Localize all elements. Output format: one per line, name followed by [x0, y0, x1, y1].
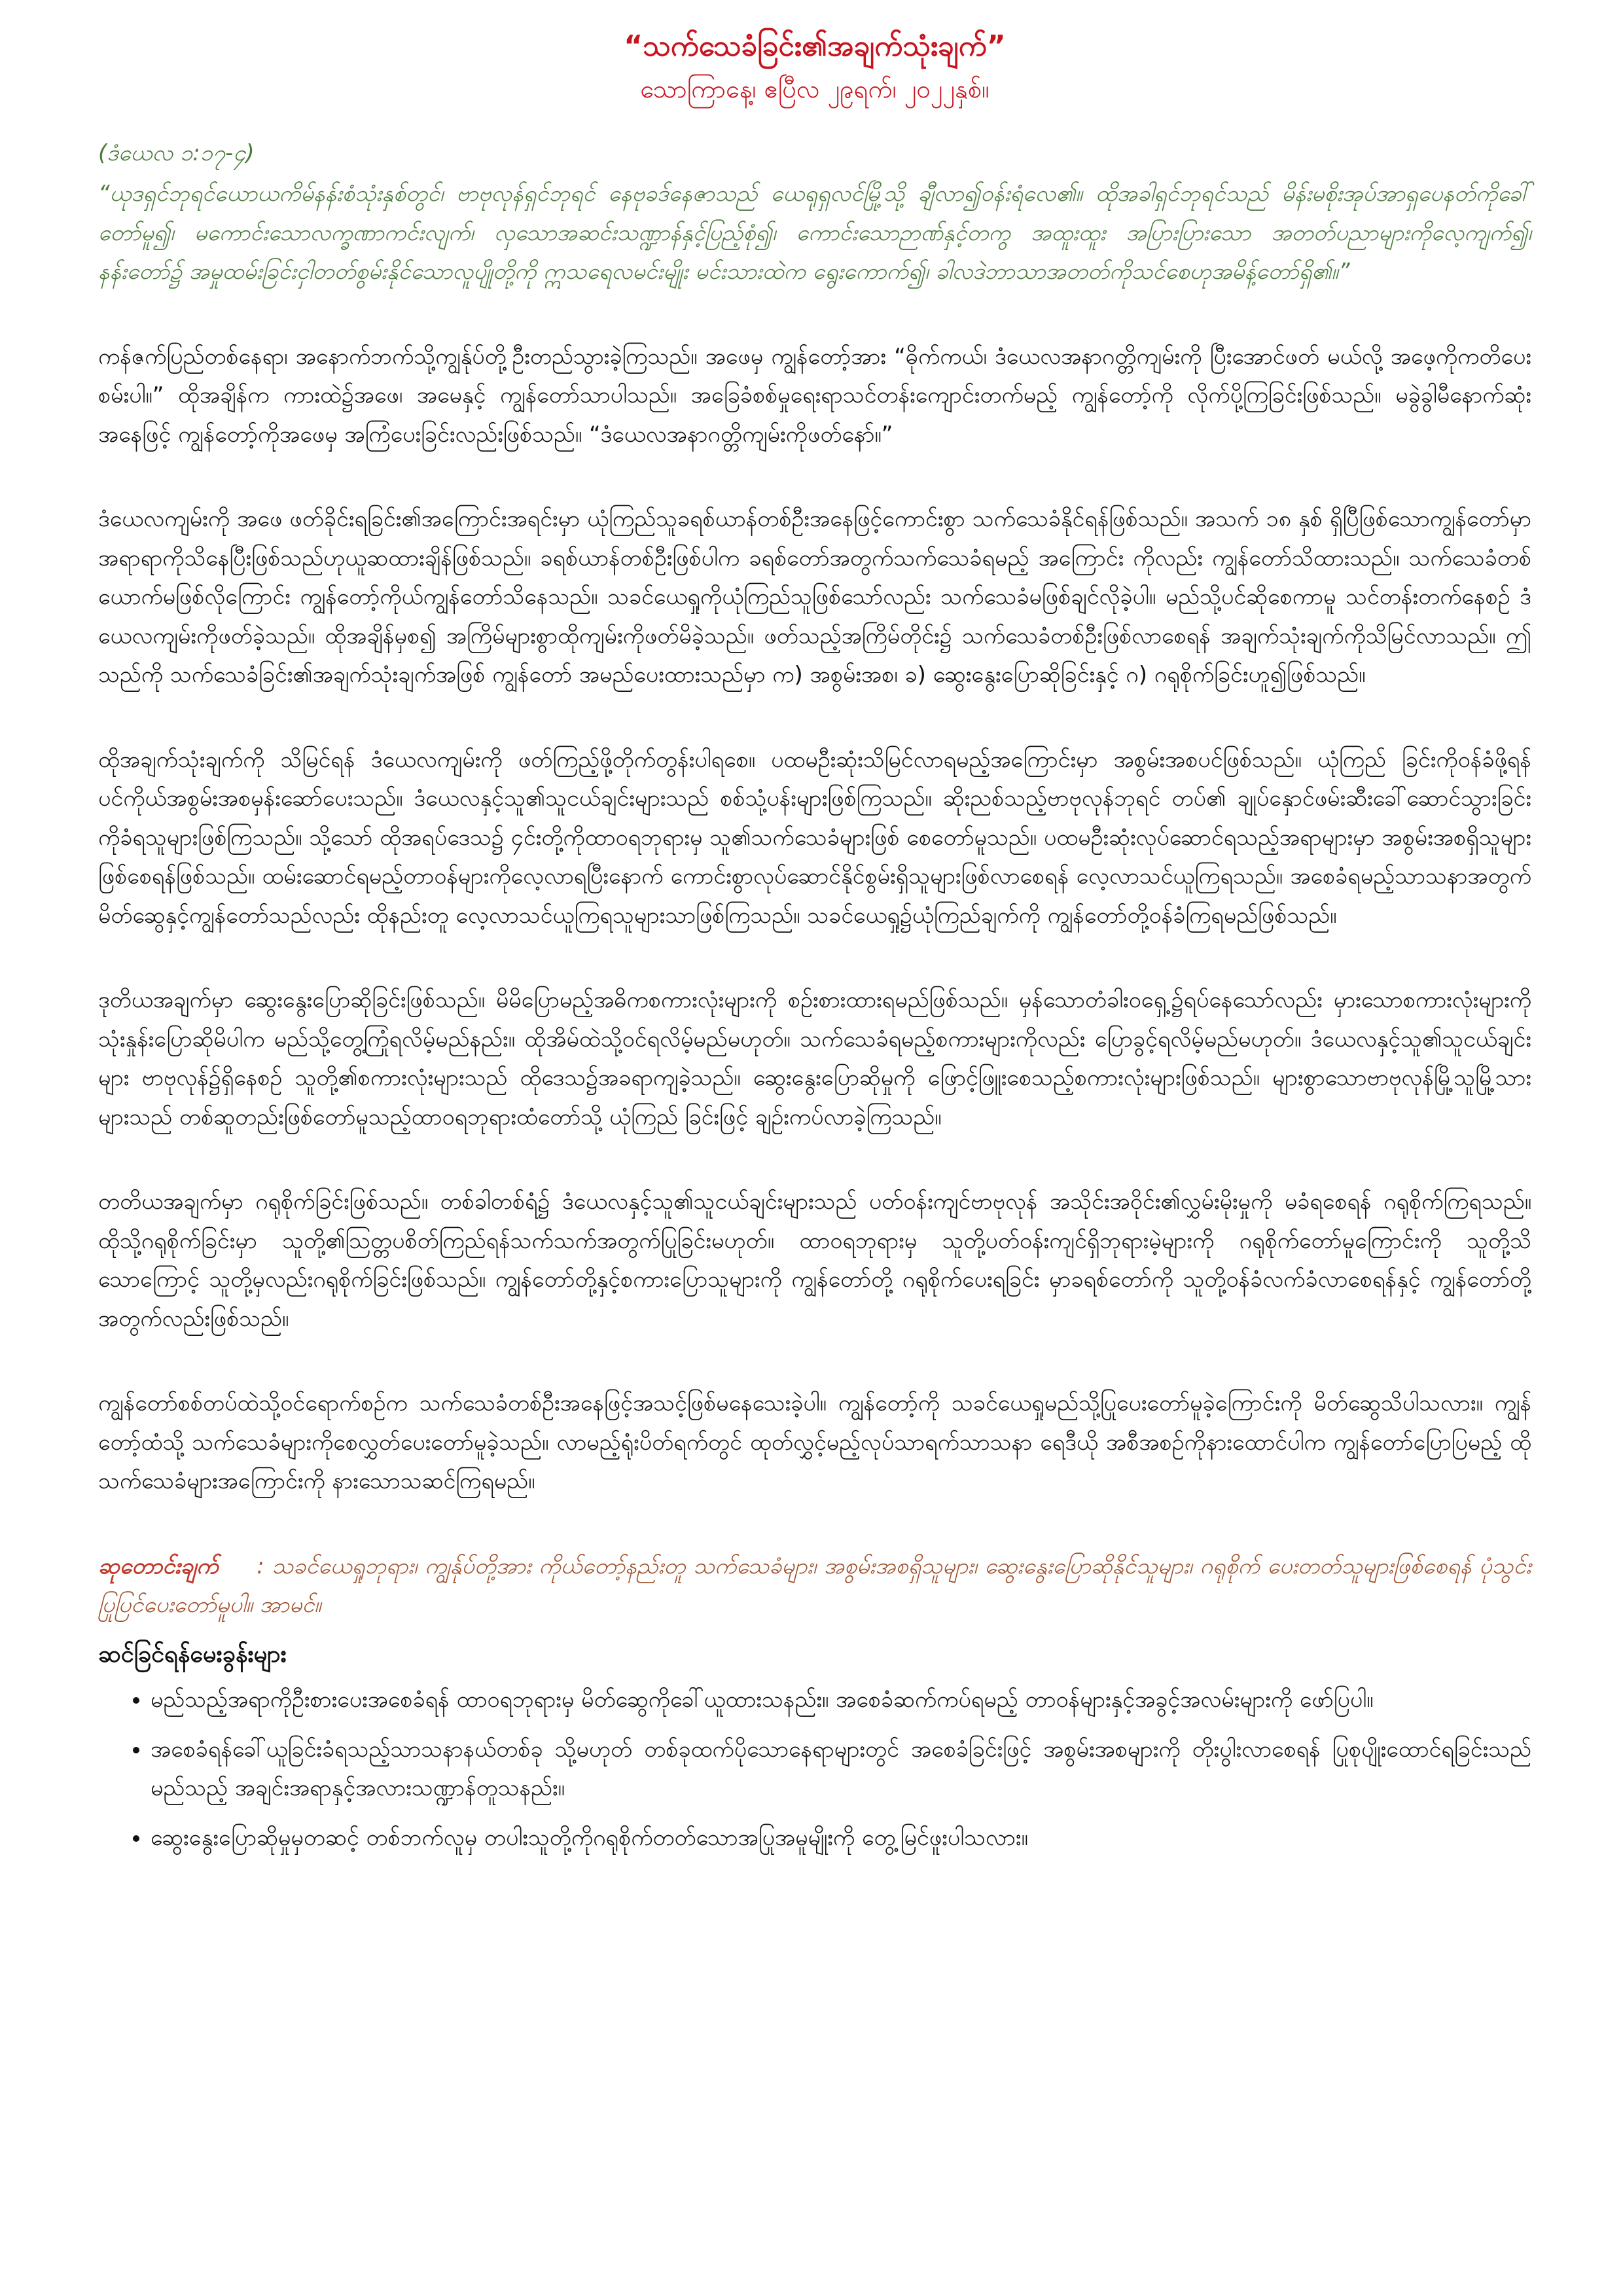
- date-line: သောကြာနေ့၊ ဧပြီလ ၂၉ရက်၊ ၂၀၂၂နှစ်။: [640, 74, 990, 103]
- question-item-2: • အစေခံရန်ခေါ်ယူခြင်းခံရသည့်သာသနာနယ်တစ်ခု သို့မဟုတ် တစ်ခုထက်ပိုသောနေရာများတွင် အစေခံခြင်းဖြင့် အစွမ်းအစများကို တိုးပွါးလာစေရန် ပြုစုပျိုးထောင်ရခြင်းသည် မည်သည့် အချင်းအရာနှင့်အလားသဏ္ဍာန်တူသနည်း။: [151, 1731, 1531, 1808]
- body-paragraph-2: ဒံယေလကျမ်းကို အဖေ ဖတ်ခိုင်းရခြင်း၏အကြောင်းအရင်းမှာ ယုံကြည်သူခရစ်ယာန်တစ်ဦးအနေဖြင့်ကောင်းစွာ သက်သေခံနိုင်ရန်ဖြစ်သည်။ အသက် ၁၈ နှစ် ရှိပြီဖြစ်သောကျွန်တော်မှာ အရာရာကိုသိနေပြီးဖြစ်သည်ဟုယူဆထားချိန်ဖြစ်သည်။ ခရစ်ယာန်တစ်ဦးဖြစ်ပါက ခရစ်တော်အတွက်သက်သေခံရမည့် အကြောင်း ကိုလည်း ကျွန်တော်သိထားသည်။ သက်သေခံတစ်ယောက်မဖြစ်လိုကြောင်း ကျွန်တော့်ကိုယ်ကျွန်တော်သိနေသည်။ သခင်ယေရှုကိုယုံကြည်သူဖြစ်သော်လည်း သက်သေခံမဖြစ်ချင်လိုခဲ့ပါ။ မည်သို့ပင်ဆိုစေကာမူ သင်တန်းတက်နေစဉ် ဒံယေလကျမ်းကိုဖတ်ခဲ့သည်။ ထိုအချိန်မှစ၍ အကြိမ်များစွာထိုကျမ်းကိုဖတ်မိခဲ့သည်။ ဖတ်သည့်အကြိမ်တိုင်း၌ သက်သေခံတစ်ဦးဖြစ်လာစေရန် အချက်သုံးချက်ကိုသိမြင်လာသည်။ ဤသည်ကို သက်သေခံခြင်း၏အချက်သုံးချက်အဖြစ် ကျွန်တော် အမည်ပေးထားသည်မှာ က) အစွမ်းအစ၊ ခ) ဆွေးနွေးပြောဆိုခြင်းနှင့် ဂ) ဂရုစိုက်ခြင်းဟူ၍ဖြစ်သည်။: [98, 506, 1531, 689]
- body-paragraph-4: ဒုတိယအချက်မှာ ဆွေးနွေးပြောဆိုခြင်းဖြစ်သည်။ မိမိပြောမည့်အဓိကစကားလုံးများကို စဉ်းစားထားရမည်ဖြစ်သည်။ မှန်သောတံခါးဝရှေ့၌ရပ်နေသော်လည်း မှားသောစကားလုံးများကိုသုံးနှုန်းပြောဆိုမိပါက မည်သို့တွေ့ကြုံရလိမ့်မည်နည်း။ ထိုအိမ်ထဲသို့ဝင်ရလိမ့်မည်မဟုတ်။ သက်သေခံရမည့်စကားများကိုလည်း ပြောခွင့်ရလိမ့်မည်မဟုတ်။ ဒံယေလနှင့်သူ၏သူငယ်ချင်းများ ဗာဗုလုန်၌ရှိနေစဉ် သူတို့၏စကားလုံးများသည် ထိုဒေသ၌အခရာကျခဲ့သည်။ ဆွေးနွေးပြောဆိုမှုကို ဖြောင့်ဖြူးစေသည့်စကားလုံးများဖြစ်သည်။ များစွာသောဗာဗုလုန်မြို့သူမြို့သားများသည် တစ်ဆူတည်းဖြစ်တော်မူသည့်ထာဝရဘုရားထံတော်သို့ ယုံကြည် ခြင်းဖြင့် ချဉ်းကပ်လာခဲ့ကြသည်။: [98, 987, 1531, 1130]
- scripture-reference: (ဒံယေလ ၁:၁၇-၄): [98, 139, 255, 166]
- question-item-3: • ဆွေးနွေးပြောဆိုမှုမှတဆင့် တစ်ဘက်လူမှ တပါးသူတို့ကိုဂရုစိုက်တတ်သောအပြုအမူမျိုးကို တွေ့မြင်ဖူးပါသလား။: [151, 1819, 1531, 1858]
- body-paragraph-5: တတိယအချက်မှာ ဂရုစိုက်ခြင်းဖြစ်သည်။ တစ်ခါတစ်ရံ၌ ဒံယေလနှင့်သူ၏သူငယ်ချင်းများသည် ပတ်ဝန်းကျင်ဗာဗုလုန် အသိုင်းအဝိုင်း၏လွှမ်းမိုးမှုကို မခံရစေရန် ဂရုစိုက်ကြရသည်။ ထိုသို့ဂရုစိုက်ခြင်းမှာ သူတို့၏ဩတ္တပစိတ်ကြည်ရန်သက်သက်အတွက်ပြုခြင်းမဟုတ်။ ထာဝရဘုရားမှ သူတို့ပတ်ဝန်းကျင်ရှိဘုရားမဲ့များကို ဂရုစိုက်တော်မူကြောင်းကို သူတို့သိသောကြောင့် သူတို့မှလည်းဂရုစိုက်ခြင်းဖြစ်သည်။ ကျွန်တော်တို့နှင့်စကားပြောသူများကို ကျွန်တော်တို့ ဂရုစိုက်ပေးရခြင်း မှာခရစ်တော်ကို သူတို့ဝန်ခံလက်ခံလာစေရန်နှင့် ကျွန်တော်တို့အတွက်လည်းဖြစ်သည်။: [98, 1189, 1531, 1332]
- questions-list: [98, 1681, 1531, 1857]
- scripture-quote: “ယုဒရှင်ဘုရင်ယောယကိမ်နန်းစံသုံးနှစ်တွင်၊ ဗာဗုလုန်ရှင်ဘုရင် နေဗုခဒ်နေဇာသည် ယေရုရှလင်မြို့သို့ ချီလာ၍ဝန်းရံလေ၏။ ထိုအခါရှင်ဘုရင်သည် မိန်းမစိုးအုပ်အာရှပေနတ်ကိုခေါ်တော်မူ၍၊ မကောင်းသောလက္ခဏာကင်းလျက်၊ လှသောအဆင်းသဏ္ဍာန်နှင့်ပြည့်စုံ၍၊ ကောင်းသောဉာဏ်နှင့်တကွ အထူးထူး အပြားပြားသော အတတ်ပညာများကိုလေ့ကျက်၍၊ နန်းတော်၌ အမှုထမ်းခြင်းငှါတတ်စွမ်းနိုင်သောလူပျိုတို့ကို ဣသရေလမင်းမျိုး မင်းသားထဲက ရွေးကောက်၍၊ ခါလဒဲဘာသာအတတ်ကိုသင်စေဟုအမိန့်တော်ရှိ၏။”: [98, 181, 1531, 285]
- prayer-block: [98, 1547, 1531, 1625]
- body-paragraph-3: ထိုအချက်သုံးချက်ကို သိမြင်ရန် ဒံယေလကျမ်းကို ဖတ်ကြည့်ဖို့တိုက်တွန်းပါရစေ။ ပထမဦးဆုံးသိမြင်လာရမည့်အကြောင်းမှာ အစွမ်းအစပင်ဖြစ်သည်။ ယုံကြည် ခြင်းကိုဝန်ခံဖို့ရန် ပင်ကိုယ်အစွမ်းအစမှန်းဆော်ပေးသည်။ ဒံယေလနှင့်သူ၏သူငယ်ချင်းများသည် စစ်သုံ့ပန်းများဖြစ်ကြသည်။ ဆိုးညစ်သည့်ဗာဗုလုန်ဘုရင် တပ်၏ ချုပ်နှောင်ဖမ်းဆီးခေါ်ဆောင်သွားခြင်းကိုခံရသူများဖြစ်ကြသည်။ သို့သော် ထိုအရပ်ဒေသ၌ ၄င်းတို့ကိုထာဝရဘုရားမှ သူ၏သက်သေခံများဖြစ် စေတော်မူသည်။ ပထမဦးဆုံးလုပ်ဆောင်ရသည့်အရာများမှာ အစွမ်းအစရှိသူများဖြစ်စေရန်ဖြစ်သည်။ ထမ်းဆောင်ရမည့်တာဝန်များကိုလေ့လာရပြီးနောက် ကောင်းစွာလုပ်ဆောင်နိုင်စွမ်းရှိသူများဖြစ်လာစေရန် လေ့လာသင်ယူကြရသည်။ အစေခံရမည့်သာသနာအတွက် မိတ်ဆွေနှင့်ကျွန်တော်သည်လည်း ထိုနည်းတူ လေ့လာသင်ယူကြရသူများသာဖြစ်ကြသည်။ သခင်ယေရှု၌ယုံကြည်ချက်ကို ကျွန်တော်တို့ဝန်ခံကြရမည်ဖြစ်သည်။: [98, 746, 1531, 929]
- page-title: “သက်သေခံခြင်း၏အချက်သုံးချက်”: [624, 29, 1006, 63]
- body-paragraph-6: ကျွန်တော်စစ်တပ်ထဲသို့ဝင်ရောက်စဉ်က သက်သေခံတစ်ဦးအနေဖြင့်အသင့်ဖြစ်မနေသေးခဲ့ပါ။ ကျွန်တော့်ကို သခင်ယေရှုမည်သို့ပြုပေးတော်မူခဲ့ကြောင်းကို မိတ်ဆွေသိပါသလား။ ကျွန်တော့်ထံသို့ သက်သေခံများကိုစေလွှတ်ပေးတော်မူခဲ့သည်။ လာမည့်ရုံးပိတ်ရက်တွင် ထုတ်လွှင့်မည့်လုပ်သာရက်သာသနာ ရေဒီယို အစီအစဉ်ကိုနားထောင်ပါက ကျွန်တော်ပြောပြမည့် ထိုသက်သေခံများအကြောင်းကို နားသောသဆင်ကြရမည်။: [98, 1390, 1531, 1495]
- body-paragraph-1: ကန်ဇက်ပြည်တစ်နေရာ၊ အနောက်ဘက်သို့ကျွန်ုပ်တို့ဦးတည်သွားခဲ့ကြသည်။ အဖေမှ ကျွန်တော့်အား “ဓိုက်ကယ်၊ ဒံယေလအနာဂတ္တိကျမ်းကို ပြီးအောင်ဖတ် မယ်လို့ အဖေ့ကိုကတိပေးစမ်းပါ။” ထိုအချိန်က ကားထဲ၌အဖေ၊ အမေနှင့် ကျွန်တော်သာပါသည်။ အခြေခံစစ်မှုရေးရာသင်တန်းကျောင်းတက်မည့် ကျွန်တော့်ကို လိုက်ပို့ကြခြင်းဖြစ်သည်။ မခွဲခွါမီနောက်ဆုံးအနေဖြင့် ကျွန်တော့်ကိုအဖေမှ အကြံပေးခြင်းလည်းဖြစ်သည်။ “ဒံယေလအနာဂတ္တိကျမ်းကိုဖတ်နော်။”: [98, 343, 1531, 448]
- devotional-page: [98, 26, 1531, 1868]
- prayer-text: : သခင်ယေရှုဘုရား၊ ကျွန်ုပ်တို့အား ကိုယ်တော့်နည်းတူ သက်သေခံများ၊ အစွမ်းအစရှိသူများ၊ ဆွေးနွေးပြောဆိုနိုင်သူများ၊ ဂရုစိုက် ပေးတတ်သူများဖြစ်စေရန် ပုံသွင်းပြုပြင်ပေးတော်မူပါ။ အာမင်။: [98, 1552, 1531, 1619]
- questions-header: ဆင်ခြင်ရန်မေးခွန်းများ: [98, 1640, 287, 1668]
- question-item-1: • မည်သည့်အရာကိုဦးစားပေးအစေခံရန် ထာဝရဘုရားမှ မိတ်ဆွေကိုခေါ်ယူထားသနည်း။ အစေခံဆက်ကပ်ရမည့် တာဝန်များနှင့်အခွင့်အလမ်းများကို ဖော်ပြပါ။: [151, 1681, 1531, 1720]
- prayer-label: ဆုတောင်းချက်: [98, 1552, 219, 1579]
